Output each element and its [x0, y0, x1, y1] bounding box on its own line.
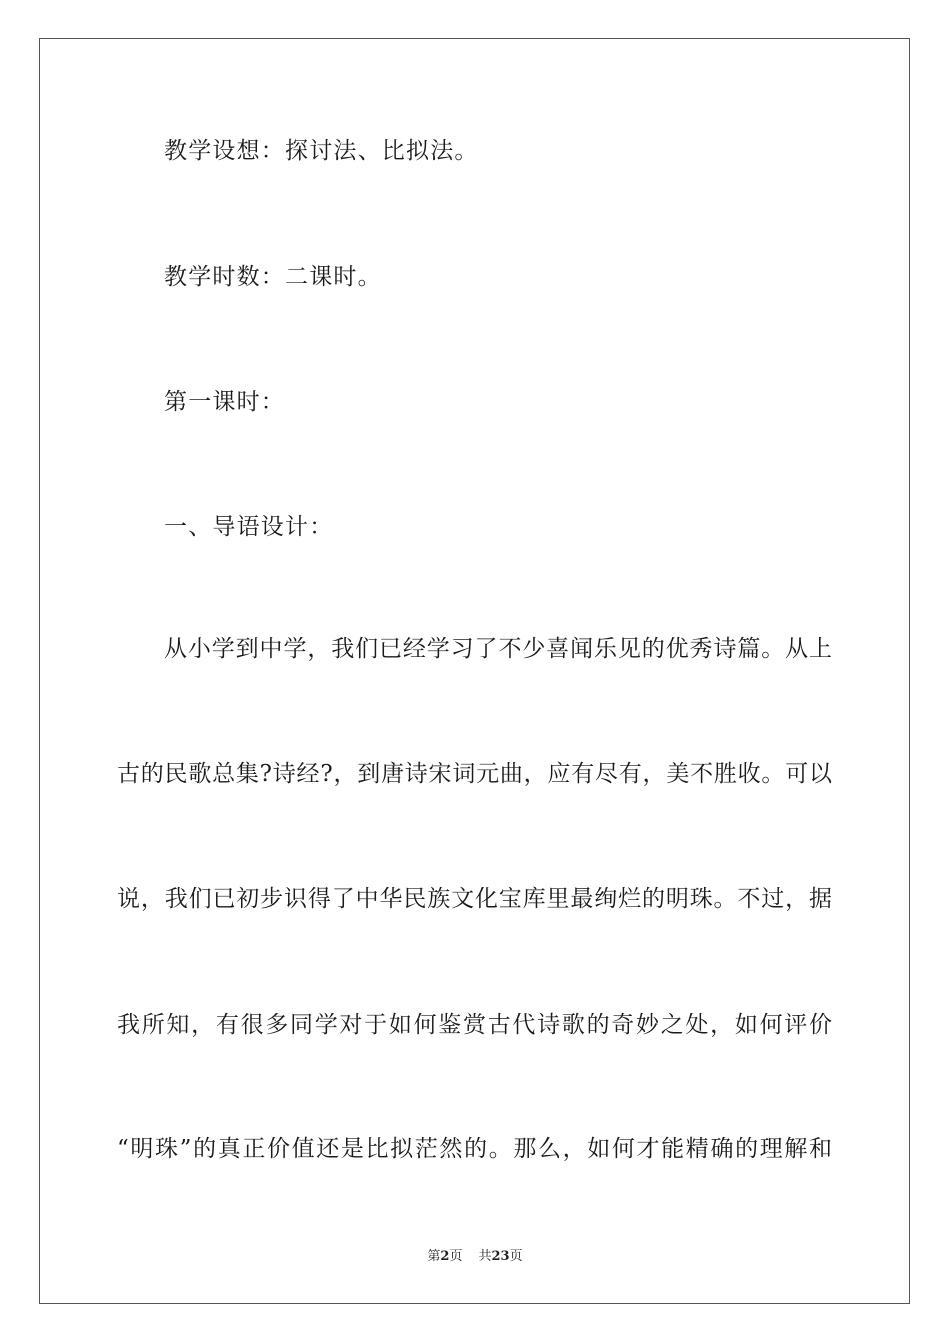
page-suffix: 页: [449, 1249, 463, 1264]
body-line-5: “明珠”的真正价值还是比拟茫然的。那么，如何才能精确的理解和: [117, 1136, 832, 1162]
first-lesson-heading: 第一课时：: [164, 389, 285, 415]
body-line-3: 说，我们已初步识得了中华民族文化宝库里最绚烂的明珠。不过，据: [117, 886, 832, 912]
total-prefix: 共: [478, 1249, 492, 1264]
body-line-2: 古的民歌总集?诗经?，到唐诗宋词元曲，应有尽有，美不胜收。可以: [117, 761, 832, 787]
total-pages: 23: [491, 1249, 510, 1264]
intro-design-heading: 一、导语设计：: [164, 514, 334, 540]
teaching-hours-line: 教学时数：二课时。: [164, 264, 382, 290]
body-line-1: 从小学到中学，我们已经学习了不少喜闻乐见的优秀诗篇。从上: [164, 636, 832, 662]
page-border: [39, 38, 910, 1304]
total-suffix: 页: [509, 1249, 523, 1264]
teaching-idea-line: 教学设想：探讨法、比拟法。: [164, 138, 479, 164]
body-line-4: 我所知，有很多同学对于如何鉴赏古代诗歌的奇妙之处，如何评价: [117, 1012, 832, 1038]
page-footer: [0, 1248, 950, 1266]
page-prefix: 第: [427, 1249, 441, 1264]
page-number: 2: [440, 1249, 450, 1264]
